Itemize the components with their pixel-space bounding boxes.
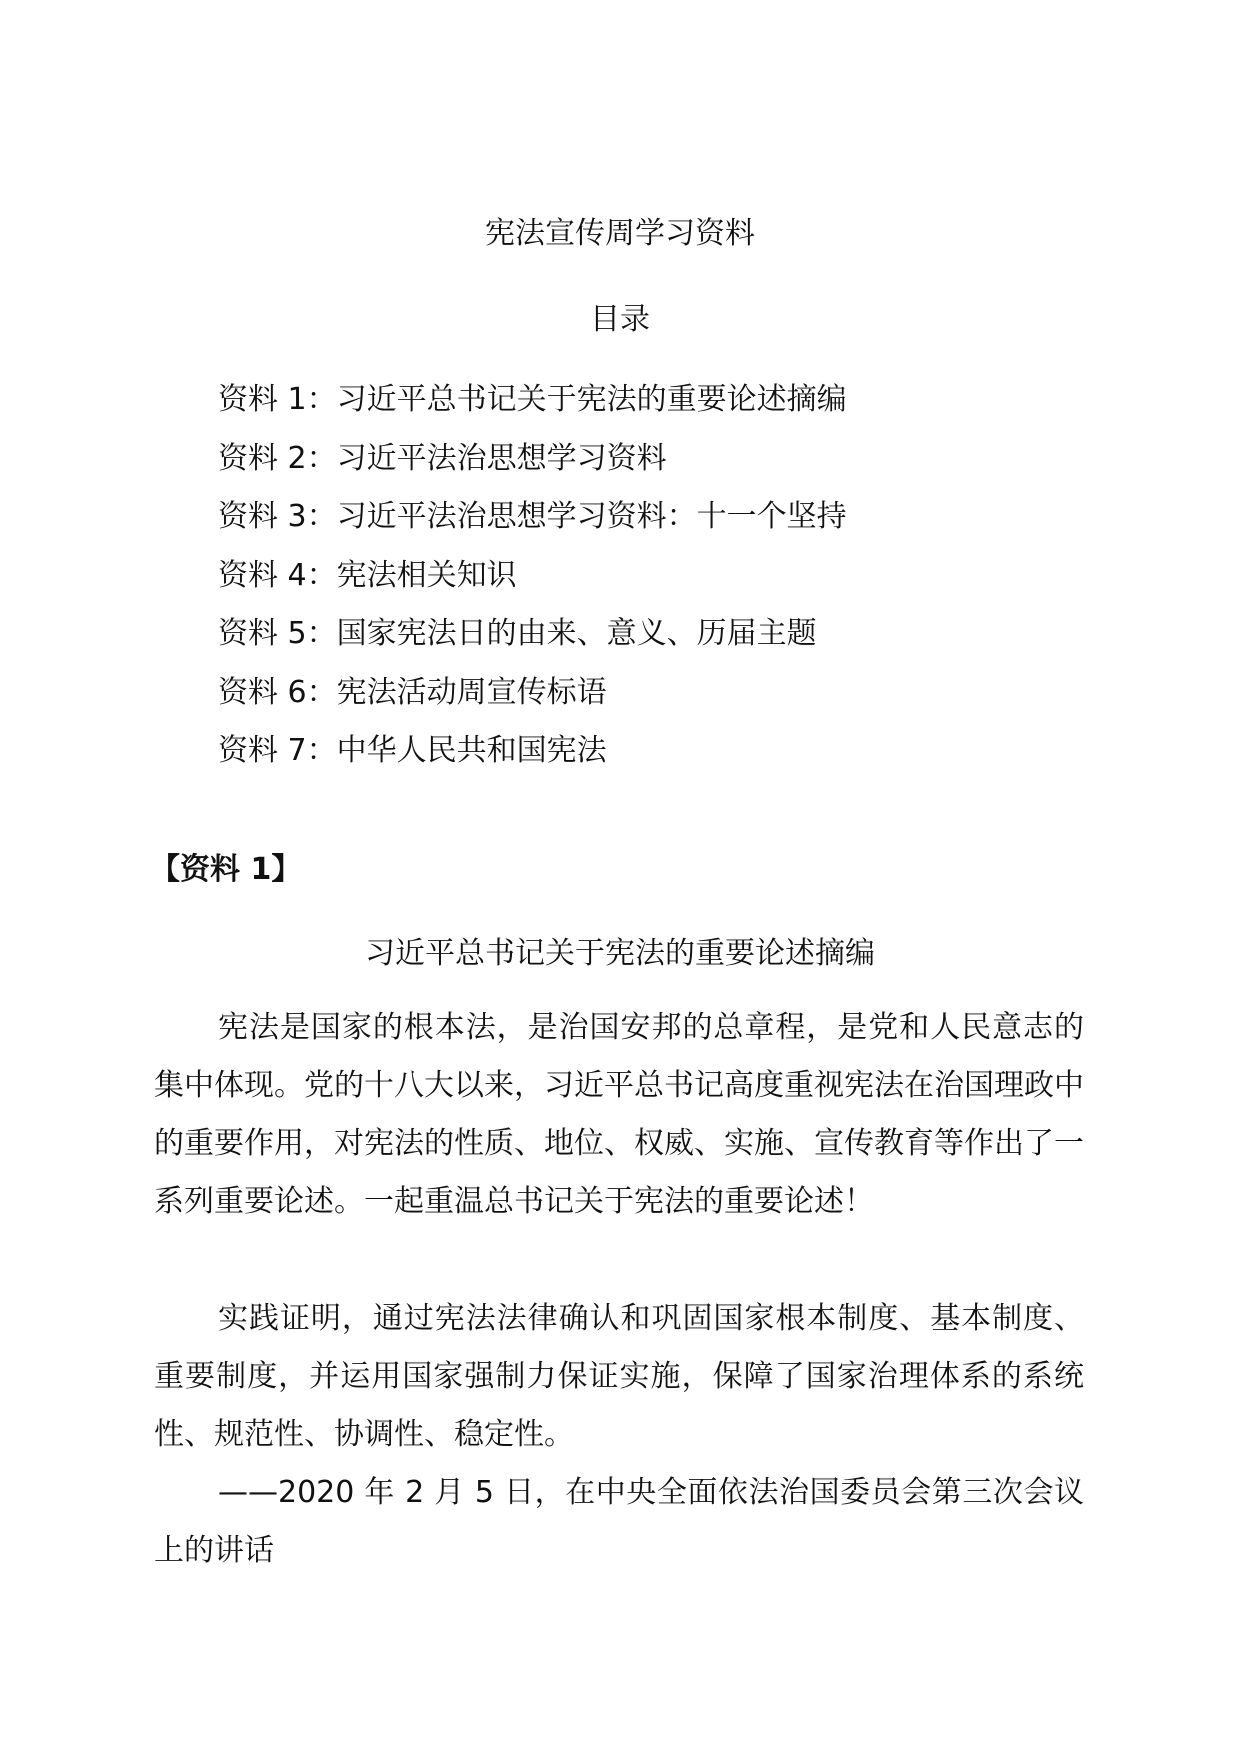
section-label: 【资料 1】 [150,852,302,887]
toc-heading: 目录 [590,302,650,337]
toc-item: 资料 6：宪法活动周宣传标语 [218,674,607,710]
table-of-contents [218,378,847,788]
toc-item: 资料 7：中华人民共和国宪法 [218,733,607,768]
section-title: 习近平总书记关于宪法的重要论述摘编 [365,936,875,971]
toc-item: 资料 5：国家宪法日的由来、意义、历届主题 [218,616,817,651]
toc-item: 资料 4：宪法相关知识 [218,557,517,593]
intro-paragraph: 宪法是国家的根本法，是治国安邦的总章程，是党和人民意志的集中体现。党的十八大以来，习近平总书记高度重视宪法在治国理政中的重要作用，对宪法的性质、地位、权威、实施、宣传教育等作出了一系列重要论述。一起重温总书记关于宪法的重要论述！ [154,1010,1084,1219]
toc-item: 资料 3：习近平法治思想学习资料：十一个坚持 [218,499,847,534]
toc-item: 资料 2：习近平法治思想学习资料 [218,440,667,476]
toc-item: 资料 1：习近平总书记关于宪法的重要论述摘编 [218,382,847,417]
document-title: 宪法宣传周学习资料 [485,216,755,251]
quote-source: ——2020 年 2 月 5 日，在中央全面依法治国委员会第三次会议上的讲话 [154,1475,1084,1568]
quote-paragraph: 实践证明，通过宪法法律确认和巩固国家根本制度、基本制度、重要制度，并运用国家强制力保证实施，保障了国家治理体系的系统性、规范性、协调性、稳定性。 [154,1301,1084,1452]
